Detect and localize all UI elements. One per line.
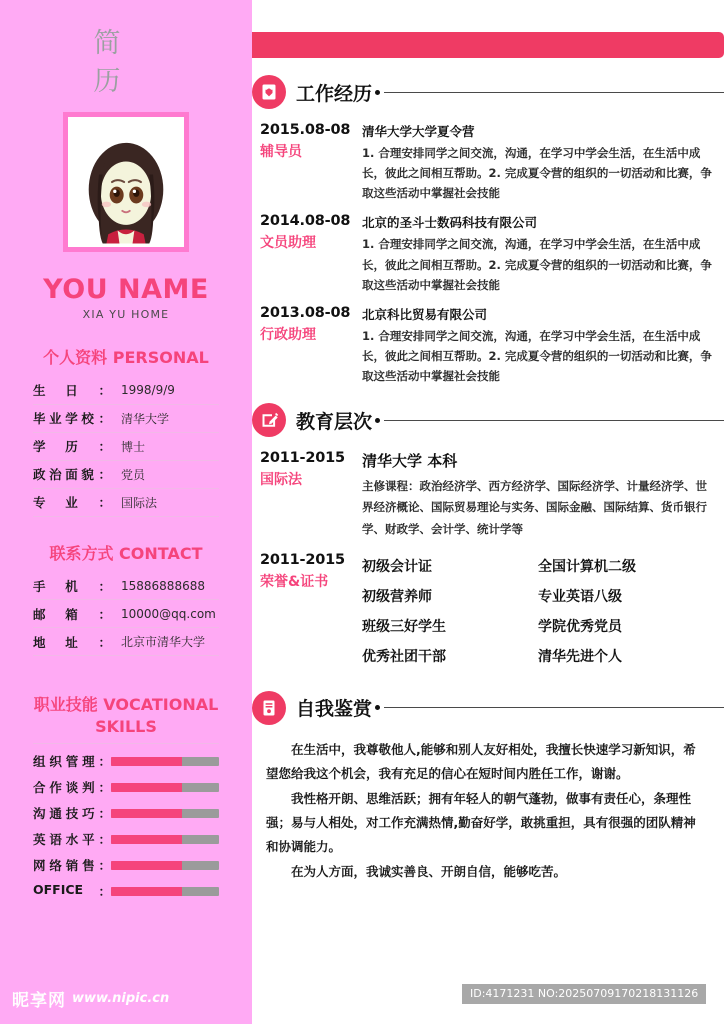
personal-info-row <box>33 461 219 489</box>
honors-date: 2011-2015 <box>260 551 345 568</box>
work-entry-company: 北京的圣斗士数码科技有限公司 <box>362 215 538 231</box>
candidate-name: YOU NAME <box>43 274 209 305</box>
personal-info-value: 博士 <box>121 439 146 454</box>
education-degree-meta <box>252 450 362 540</box>
contact-info-row <box>33 572 219 600</box>
work-title-rule <box>384 92 724 93</box>
education-title-rule <box>384 420 724 421</box>
candidate-subtitle: XIA YU HOME <box>82 308 170 321</box>
personal-info-label: 专 业 ： <box>33 495 111 511</box>
certificate-item: 全国计算机二级 <box>538 558 636 575</box>
education-degree-body <box>362 450 724 540</box>
contact-info-label: 地 址 ： <box>33 634 111 650</box>
personal-info-label: 生 日 ： <box>33 383 111 399</box>
personal-info-row <box>33 377 219 405</box>
education-section <box>252 400 724 672</box>
work-entry-date: 2013.08-08 <box>260 304 351 321</box>
skill-row <box>33 826 219 852</box>
personal-info-label: 政 治 面 貌 ： <box>33 467 111 483</box>
about-title-dot <box>375 705 380 710</box>
skill-progress-bar <box>111 835 219 844</box>
education-degree-school: 清华大学 本科 <box>362 452 458 471</box>
skill-progress-fill <box>111 835 182 844</box>
skills-list <box>33 743 219 904</box>
education-degree-date: 2011-2015 <box>260 450 345 467</box>
personal-info-row <box>33 433 219 461</box>
personal-info-value: 1998/9/9 <box>121 383 175 398</box>
certificate-item: 班级三好学生 <box>362 618 446 635</box>
work-experience-section <box>252 72 724 386</box>
work-entry <box>252 122 724 203</box>
work-entry-description: 1. 合理安排同学之间交流，沟通，在学习中学会生活，在生活中成长，彼此之间相互帮助。2. 完成夏令营的组织的一切活动和比赛，争取这些活动中掌握社会技能 <box>362 146 712 201</box>
certificate-grid <box>362 552 714 672</box>
about-paragraph: 在生活中，我尊敬他人,能够和别人友好相处，我擅长快速学习新知识，希望您给我这个机会，我有充足的信心在短时间内胜任工作，谢谢。 <box>266 741 696 782</box>
skill-progress-fill <box>111 887 182 896</box>
watermark-logo: 昵享网 <box>12 990 66 1011</box>
skill-progress-fill <box>111 809 182 818</box>
briefcase-icon <box>252 75 286 109</box>
contact-info-row <box>33 600 219 628</box>
work-entry-list <box>252 122 724 386</box>
work-entry-date: 2014.08-08 <box>260 213 351 230</box>
about-paragraph: 在为人方面，我诚实善良、开朗自信，能够吃苦。 <box>291 863 567 879</box>
education-title-dot <box>375 418 380 423</box>
pencil-edit-icon <box>252 403 286 437</box>
watermark-url: www.nipic.cn <box>72 990 170 1006</box>
avatar-illustration <box>71 120 181 244</box>
certificate-item: 初级会计证 <box>362 558 432 575</box>
work-entry-role: 辅导员 <box>260 144 302 160</box>
education-degree-courses: 主修课程：政治经济学、西方经济学、国际经济学、计量经济学、世界经济概论、国际贸易理论与实务、国际金融、国际结算、货币银行学、财政学、会计学、统计学等 <box>362 479 707 536</box>
contact-info-row <box>33 628 219 656</box>
work-entry-description: 1. 合理安排同学之间交流，沟通，在学习中学会生活，在生活中成长，彼此之间相互帮助。2. 完成夏令营的组织的一切活动和比赛，争取这些活动中掌握社会技能 <box>362 328 712 383</box>
page-title: 简历 <box>93 28 125 97</box>
personal-info-value: 党员 <box>121 467 146 482</box>
work-entry-company: 北京科比贸易有限公司 <box>362 306 488 322</box>
work-entry <box>252 305 724 386</box>
work-entry-meta <box>252 213 362 294</box>
work-entry <box>252 213 724 294</box>
about-paragraphs <box>252 738 724 884</box>
about-section-header <box>252 688 724 728</box>
certificate-item: 优秀社团干部 <box>362 648 446 665</box>
work-entry-meta <box>252 122 362 203</box>
education-section-title: 教育层次 <box>296 410 373 433</box>
skills-section-heading: 职业技能 VOCATIONAL SKILLS <box>33 695 219 736</box>
skill-label: 英 语 水 平 ： <box>33 832 111 848</box>
honors-entry <box>252 552 724 672</box>
contact-info-value: 10000@qq.com <box>121 606 216 621</box>
work-section-header <box>252 72 724 112</box>
education-section-header <box>252 400 724 440</box>
contact-info-value: 北京市清华大学 <box>121 635 206 650</box>
skill-progress-bar <box>111 809 219 818</box>
education-degree-entry <box>252 450 724 540</box>
certificate-item: 初级营养师 <box>362 588 432 605</box>
contact-info-label: 手 机 ： <box>33 578 111 594</box>
work-entry-meta <box>252 305 362 386</box>
personal-info-row <box>33 489 219 517</box>
skill-progress-fill <box>111 783 182 792</box>
skill-progress-bar <box>111 887 219 896</box>
work-title-dot <box>375 90 380 95</box>
honors-body <box>362 552 724 672</box>
honors-meta <box>252 552 362 672</box>
avatar <box>71 120 181 244</box>
page-footer <box>0 972 724 1024</box>
personal-info-row <box>33 405 219 433</box>
certificate-item: 学院优秀党员 <box>538 618 622 635</box>
honors-label: 荣誉&证书 <box>260 573 329 590</box>
work-entry-role: 行政助理 <box>260 326 316 343</box>
document-list-icon <box>252 691 286 725</box>
contact-info-label: 邮 箱 ： <box>33 606 111 622</box>
skill-label: 组 织 管 理 ： <box>33 754 111 770</box>
skill-row <box>33 878 219 904</box>
skill-row <box>33 748 219 774</box>
avatar-frame <box>63 112 189 252</box>
skill-progress-bar <box>111 757 219 766</box>
work-entry-role: 文员助理 <box>260 235 316 252</box>
work-entry-description: 1. 合理安排同学之间交流，沟通，在学习中学会生活，在生活中成长，彼此之间相互帮助。2. 完成夏令营的组织的一切活动和比赛，争取这些活动中掌握社会技能 <box>362 237 712 292</box>
skill-label: 沟 通 技 巧 ： <box>33 806 111 822</box>
contact-info-value: 15886888688 <box>121 578 205 593</box>
contact-info-table <box>33 572 219 656</box>
certificate-item: 清华先进个人 <box>538 648 622 665</box>
education-degree-major: 国际法 <box>260 472 302 489</box>
work-entry-date: 2015.08-08 <box>260 122 351 138</box>
main-content <box>252 72 724 972</box>
work-entry-body <box>362 122 724 203</box>
about-paragraph: 我性格开朗、思维活跃；拥有年轻人的朝气蓬勃，做事有责任心，条理性强；易与人相处，对工作充满热情,勤奋好学，敢挑重担，具有很强的团队精神和协调能力。 <box>266 790 696 855</box>
personal-info-label: 毕 业 学 校 ： <box>33 411 111 427</box>
sidebar <box>0 0 252 1024</box>
watermark <box>0 972 252 1024</box>
about-section-title: 自我鉴赏 <box>296 698 373 721</box>
work-entry-company: 清华大学大学夏令营 <box>362 124 475 139</box>
skill-row <box>33 852 219 878</box>
contact-section-heading: 联系方式 CONTACT <box>49 543 203 563</box>
certificate-item: 专业英语八级 <box>538 588 622 605</box>
work-entry-body <box>362 305 724 386</box>
self-evaluation-section <box>252 688 724 884</box>
personal-section-heading: 个人资料 PERSONAL <box>43 348 209 367</box>
personal-info-value: 国际法 <box>121 495 158 510</box>
skill-progress-fill <box>111 861 182 870</box>
skill-progress-bar <box>111 783 219 792</box>
about-title-rule <box>384 707 724 708</box>
image-id-badge: ID:4171231 NO:20250709170218131126 <box>462 984 706 1004</box>
skill-label: OFFICE ： <box>33 882 111 900</box>
work-entry-body <box>362 213 724 294</box>
skill-label: 网 络 销 售 ： <box>33 858 111 874</box>
skill-progress-fill <box>111 757 182 766</box>
skill-label: 合 作 谈 判 ： <box>33 780 111 796</box>
personal-info-value: 清华大学 <box>121 411 170 426</box>
skill-row <box>33 774 219 800</box>
work-section-title: 工作经历 <box>296 82 373 105</box>
skill-progress-bar <box>111 861 219 870</box>
personal-info-label: 学 历 ： <box>33 439 111 455</box>
personal-info-table <box>33 377 219 517</box>
skill-row <box>33 800 219 826</box>
